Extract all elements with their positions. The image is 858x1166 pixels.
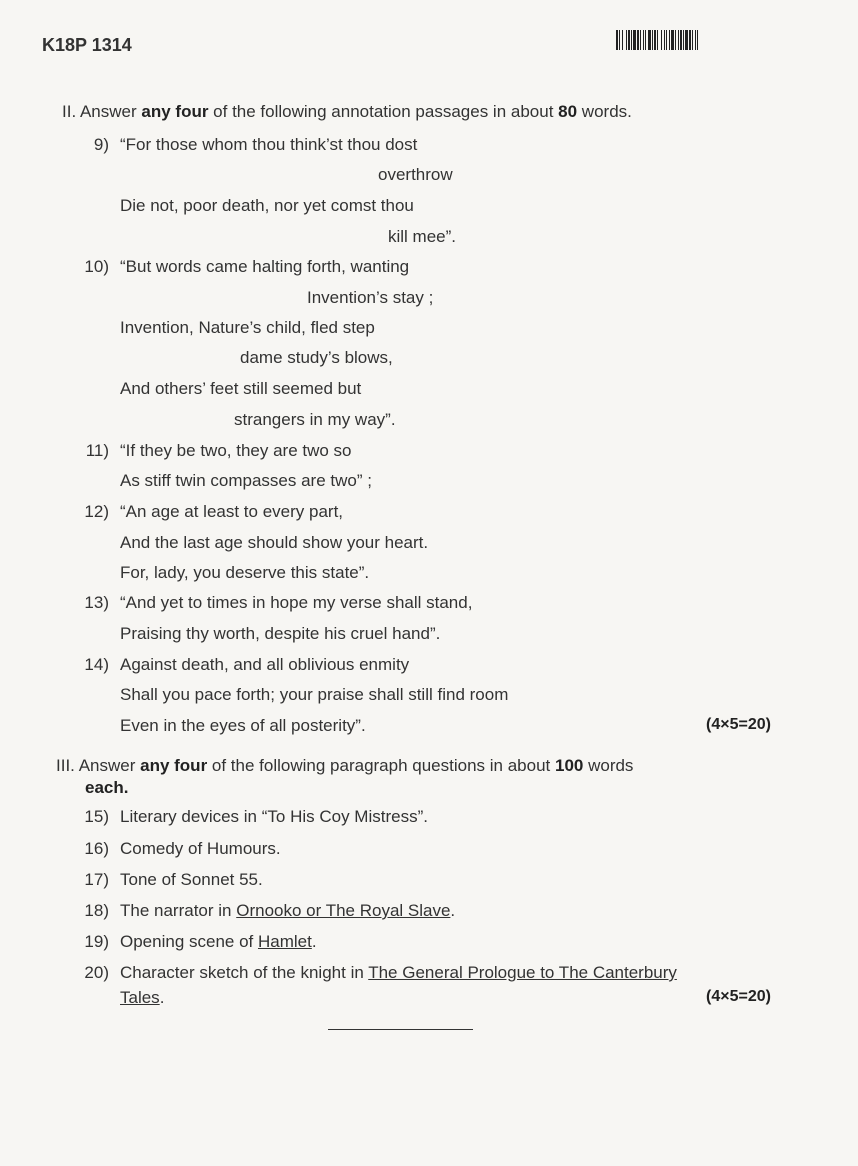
q11-line-1: “If they be two, they are two so [120, 441, 352, 460]
q10-line-5: And others’ feet still seemed but [120, 379, 362, 398]
q18-title: Ornooko or The Royal Slave [236, 901, 451, 920]
q20-title-line-2: Tales [120, 988, 160, 1007]
paper-code: K18P 1314 [42, 35, 132, 55]
q11-line-2: As stiff twin compasses are two” ; [120, 471, 372, 490]
q12-line-3: For, lady, you deserve this state”. [120, 563, 370, 582]
q20-text [120, 963, 677, 983]
q9-line-1: “For those whom thou think’st thou dost [120, 135, 418, 154]
q19-number: 19) [84, 932, 109, 951]
section-3-any-four: any four [140, 756, 208, 775]
section-3-intro-line-2 [85, 778, 128, 798]
q19-text [120, 932, 317, 952]
q19-prefix: Opening scene of [120, 932, 258, 951]
q10-line-1: “But words came halting forth, wanting [120, 257, 410, 276]
q19-title: Hamlet [257, 932, 312, 951]
q18-suffix: . [450, 901, 456, 920]
q10-line-6: strangers in my way”. [234, 410, 396, 429]
q13-line-1: “And yet to times in hope my verse shall stand, [120, 593, 473, 612]
q9-line-4: kill mee”. [388, 227, 457, 246]
section-2-word-count: 80 [558, 102, 578, 121]
section-3-intro-mid: of the following paragraph questions in about [207, 756, 555, 775]
section-3-intro-end: words [583, 756, 634, 775]
q10-line-4: dame study’s blows, [240, 348, 393, 367]
q17-number: 17) [84, 870, 109, 889]
q13-line-2: Praising thy worth, despite his cruel hand”. [120, 624, 441, 643]
section-2-intro-end: words. [577, 102, 632, 121]
q12-line-2: And the last age should show your heart. [120, 533, 429, 552]
q10-line-2: Invention’s stay ; [307, 288, 434, 307]
q14-line-1: Against death, and all oblivious enmity [120, 655, 410, 674]
q20-text-line-2 [120, 988, 164, 1008]
q18-number: 18) [84, 901, 109, 920]
q16-number: 16) [84, 839, 109, 858]
q14-number: 14) [84, 655, 109, 674]
q18-prefix: The narrator in [120, 901, 237, 920]
q19-suffix: . [311, 932, 317, 951]
barcode [616, 30, 786, 50]
section-3-intro [56, 756, 633, 776]
q16-text: Comedy of Humours. [120, 839, 281, 858]
q14-line-2: Shall you pace forth; your praise shall still find room [120, 685, 509, 704]
q15-text: Literary devices in “To His Coy Mistress”. [120, 807, 428, 826]
section-2-marks: (4×5=20) [706, 716, 771, 733]
q10-number: 10) [84, 257, 109, 276]
q20-suffix: . [159, 988, 165, 1007]
section-2-any-four: any four [141, 102, 209, 121]
section-3-intro-text: Answer [78, 756, 141, 775]
q20-number: 20) [84, 963, 109, 982]
q15-number: 15) [84, 807, 109, 826]
section-3-each: each. [85, 778, 129, 797]
q9-line-3: Die not, poor death, nor yet comst thou [120, 196, 414, 215]
q20-prefix: Character sketch of the knight in [120, 963, 369, 982]
section-2-intro-mid: of the following annotation passages in about [208, 102, 559, 121]
q9-number: 9) [93, 135, 109, 154]
section-2-intro [62, 102, 632, 122]
section-3-word-count: 100 [554, 756, 584, 775]
q20-title-line-1: The General Prologue to The Canterbury [368, 963, 677, 982]
q11-number: 11) [85, 441, 109, 460]
q10-line-3: Invention, Nature’s child, fled step [120, 318, 375, 337]
q12-number: 12) [84, 502, 109, 521]
q18-text [120, 901, 455, 921]
q12-line-1: “An age at least to every part, [120, 502, 344, 521]
section-3-numeral: III. [56, 756, 75, 775]
q13-number: 13) [84, 593, 109, 612]
q14-line-3: Even in the eyes of all posterity”. [120, 716, 366, 735]
end-rule [328, 1029, 473, 1030]
section-3-marks: (4×5=20) [706, 988, 771, 1005]
section-2-intro-text: Answer [79, 102, 142, 121]
barcode-bar [698, 30, 700, 50]
q9-line-2: overthrow [378, 165, 453, 184]
q17-text: Tone of Sonnet 55. [120, 870, 263, 889]
section-2-numeral: II. [62, 102, 77, 121]
